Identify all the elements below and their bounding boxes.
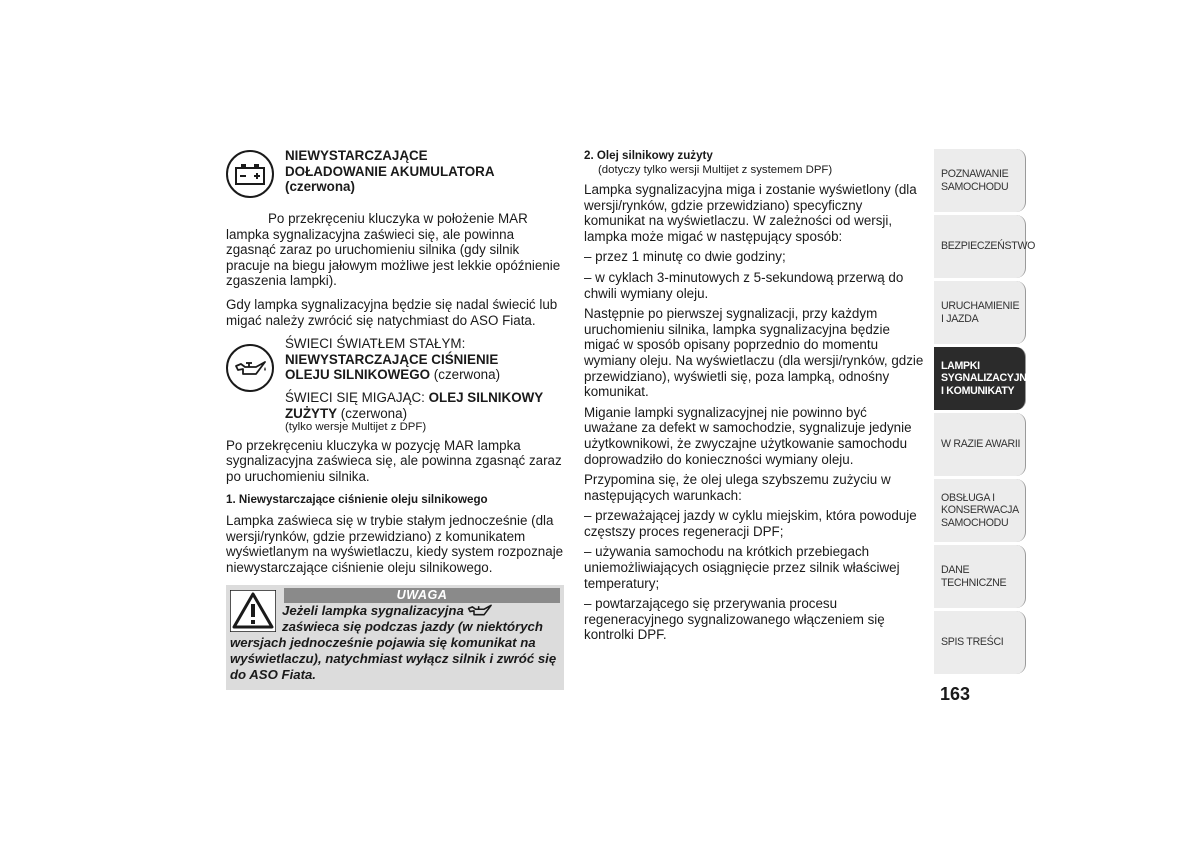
chapter-tabs	[934, 149, 1036, 677]
oil-can-icon-inline	[467, 603, 495, 617]
section1-paragraph: Lampka zaświeca się w trybie stałym jednocześnie (dla wersji/rynków, gdzie przewidziano) z komunikatem wyświetlanym na wyświetlaczu, kiedy system rozpoznaje niewystarczające ciśnienie oleju silnikowego.	[226, 512, 564, 575]
oil-blink-note: (tylko wersje Multijet z DPF)	[285, 421, 427, 434]
tab-spis-tresci[interactable]: SPIS TREŚCI	[934, 611, 1026, 674]
battery-warning-block	[226, 148, 564, 206]
tab-uruchamienie-i-jazda[interactable]: URUCHAMIENIE I JAZDA	[934, 281, 1026, 344]
uwaga-text-b: zaświeca się podczas jazdy (w niektórych wersjach jednocześnie pojawia się komunikat na wyświetlaczu), natychmiast wyłącz silnik i zwróć się do ASO Fiata.	[230, 619, 557, 683]
battery-heading-line1: NIEWYSTARCZAJĄCE	[285, 148, 428, 163]
right-paragraph-9: – powtarzającego się przerywania procesu regeneracyjnego sygnalizowanego włączeniem się kontrolki DPF.	[584, 596, 885, 643]
oil-status-line3-rest: (czerwona)	[430, 367, 501, 383]
uwaga-warning-box	[226, 585, 564, 690]
uwaga-text-a: Jeżeli lampka sygnalizacyjna	[282, 603, 464, 619]
right-paragraph-3: – w cyklach 3-minutowych z 5-sekundową przerwą do chwili wymiany oleju.	[584, 269, 904, 301]
right-column	[584, 148, 924, 648]
oil-paragraph-1: Po przekręceniu kluczyka w pozycję MAR lampka sygnalizacyjna zaświeca się, ale powinna zgasnąć zaraz po uruchomieniu silnika.	[226, 437, 562, 484]
tab-obsluga-i-konserwacja[interactable]: OBSŁUGA I KONSERWACJA SAMOCHODU	[934, 479, 1026, 542]
oil-status-line2: NIEWYSTARCZAJĄCE CIŚNIENIE	[285, 351, 499, 367]
battery-paragraph-1: Po przekręceniu kluczyka w położenie MAR lampka sygnalizacyjna zaświeci się, ale powinna zgasnąć zaraz po uruchomieniu silnika (gdy silnik pracuje na biegu jałowym możliwe jest lekkie opóźnienie zgaszenia lampki).	[226, 211, 561, 289]
section2-note: (dotyczy tylko wersji Multijet z systemem DPF)	[598, 163, 833, 176]
right-paragraph-1: Lampka sygnalizacyjna miga i zostanie wyświetlony (dla wersji/rynków, gdzie przewidziano) specyficzny komunikat na wyświetlaczu. W zależności od wersji, lampka może migać w następujący sposób:	[584, 182, 917, 244]
right-paragraph-8: – używania samochodu na krótkich przebiegach uniemożliwiających osiągnięcie przez silnik właściwej temperatury;	[584, 544, 900, 591]
section2-heading: 2. Olej silnikowy zużyty	[584, 149, 713, 162]
left-column	[226, 148, 564, 690]
page-number: 163	[940, 684, 971, 704]
oil-blink-prefix: ŚWIECI SIĘ MIGAJĄC:	[285, 389, 429, 405]
tab-poznawanie-samochodu[interactable]: POZNAWANIE SAMOCHODU	[934, 149, 1026, 212]
oil-blink-bold2: ZUŻYTY	[285, 405, 338, 421]
right-paragraph-7: – przeważającej jazdy w cyklu miejskim, która powoduje częstszy proces regeneracji DPF;	[584, 508, 917, 539]
oil-blink-rest: (czerwona)	[337, 405, 408, 421]
tab-bezpieczenstwo[interactable]: BEZPIECZEŃSTWO	[934, 215, 1026, 278]
uwaga-label: UWAGA	[284, 588, 560, 603]
oil-can-icon	[226, 344, 274, 392]
section1-heading: 1. Niewystarczające ciśnienie oleju silnikowego	[226, 493, 488, 507]
tab-lampki-sygnalizacyjne[interactable]: LAMPKI SYGNALIZACYJNE I KOMUNIKATY	[934, 347, 1026, 410]
oil-blink-bold1: OLEJ SILNIKOWY	[428, 389, 544, 405]
tab-w-razie-awarii[interactable]: W RAZIE AWARII	[934, 413, 1026, 476]
battery-paragraph-2: Gdy lampka sygnalizacyjna będzie się nadal świecić lub migać należy zwrócić się natychmiast do ASO Fiata.	[226, 296, 558, 328]
battery-heading-line3: (czerwona)	[285, 179, 355, 195]
battery-icon	[226, 150, 274, 198]
right-paragraph-4: Następnie po pierwszej sygnalizacji, przy każdym uruchomieniu silnika, lampka sygnalizacyjna będzie migać w sposób opisany poprzednio do momentu wymiany oleju. Na wyświetlaczu (dla wersji/rynków, gdzie przewidziano), wyświetli się, poza lampką, odnośny komunikat.	[584, 306, 924, 400]
right-paragraph-5: Miganie lampki sygnalizacyjnej nie powinno być uważane za defekt w samochodzie, sygnalizuje jedynie użytkownikowi, że zwyczajne użytkowanie samochodu doprowadziło do konieczności wymiany oleju.	[584, 404, 912, 467]
oil-warning-block	[226, 336, 564, 434]
right-paragraph-6: Przypomina się, że olej ulega szybszemu zużyciu w następujących warunkach:	[584, 472, 891, 503]
oil-status-line3-bold: OLEJU SILNIKOWEGO	[285, 367, 431, 383]
oil-status-line1: ŚWIECI ŚWIATŁEM STAŁYM:	[285, 336, 466, 352]
warning-triangle-icon	[230, 590, 276, 632]
right-paragraph-2: – przez 1 minutę co dwie godziny;	[584, 249, 786, 265]
tab-dane-techniczne[interactable]: DANE TECHNICZNE	[934, 545, 1026, 608]
battery-heading-line2: DOŁADOWANIE AKUMULATORA	[285, 163, 495, 179]
